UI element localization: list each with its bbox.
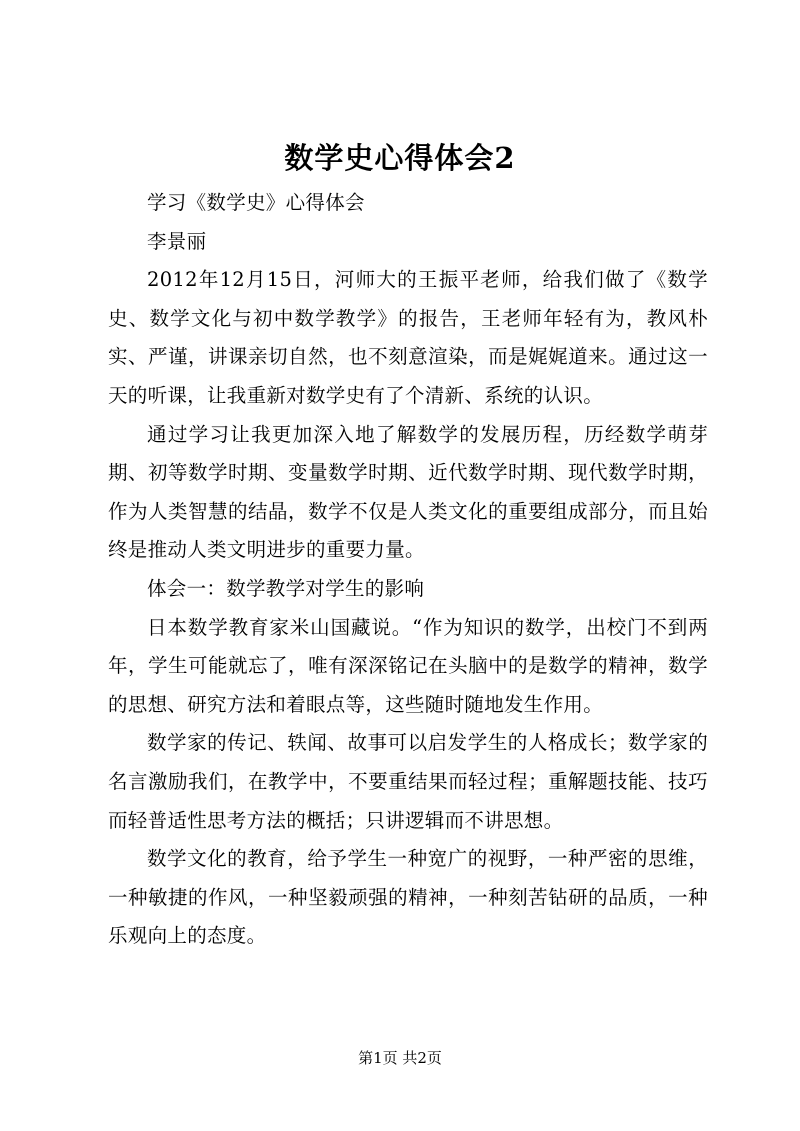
paragraph: 通过学习让我更加深入地了解数学的发展历程，历经数学萌芽期、初等数学时期、变量数学时期、近代数学时期、现代数学时期，作为人类智慧的结晶，数学不仅是人类文化的重要组成部分，而且始终是推动人类文明进步的重要力量。	[108, 422, 708, 562]
paragraph: 日本数学教育家米山国藏说。“作为知识的数学，出校门不到两年，学生可能就忘了，唯有深深铭记在头脑中的是数学的精神，数学的思想、研究方法和着眼点等，这些随时随地发生作用。	[108, 615, 708, 716]
paragraph: 数学家的传记、轶闻、故事可以启发学生的人格成长；数学家的名言激励我们，在教学中，不要重结果而轻过程；重解题技能、技巧而轻普适性思考方法的概括；只讲逻辑而不讲思想。	[108, 731, 708, 832]
paragraph-subtitle: 学习《数学史》心得体会	[147, 191, 365, 214]
paragraph: 2012年12月15日，河师大的王振平老师，给我们做了《数学史、数学文化与初中数学教学》的报告，王老师年轻有为，教风朴实、严谨，讲课亲切自然，也不刻意渲染，而是娓娓道来。通过这一天的听课，让我重新对数学史有了个清新、系统的认识。	[108, 268, 708, 407]
section-heading: 体会一：数学教学对学生的影响	[147, 576, 425, 600]
paragraph-author: 李景丽	[147, 229, 207, 253]
paragraph: 数学文化的教育，给予学生一种宽广的视野，一种严密的思维，一种敏捷的作风，一种坚毅顽强的精神，一种刻苦钻研的品质，一种乐观向上的态度。	[108, 847, 708, 948]
page-footer: 第1页 共2页	[358, 1049, 442, 1067]
document-title: 数学史心得体会2	[284, 141, 516, 175]
document-body	[108, 184, 708, 956]
